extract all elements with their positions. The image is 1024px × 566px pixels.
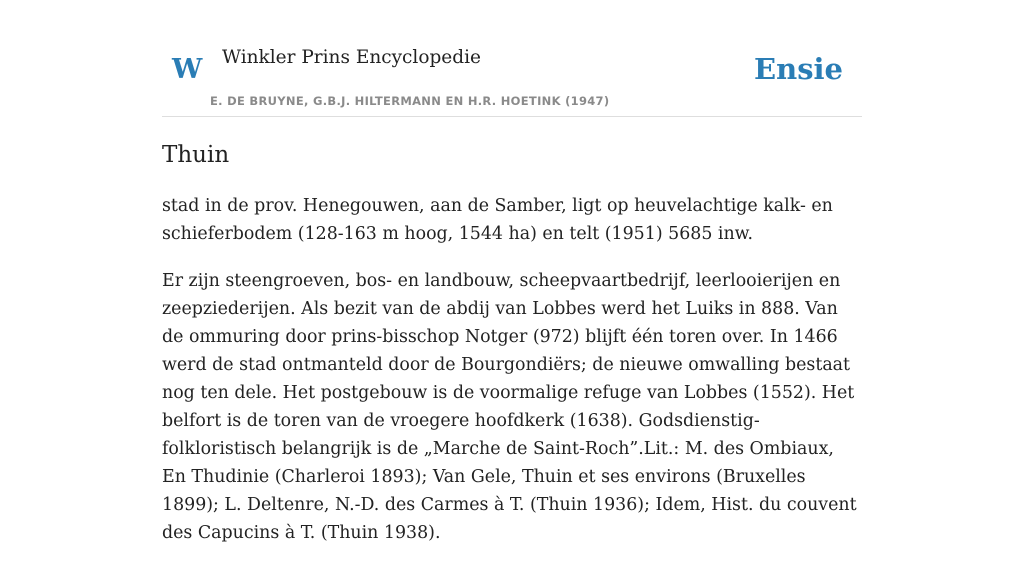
article-paragraph: stad in de prov. Henegouwen, aan de Samber, ligt op heuvelachtige kalk- en schieferbodem (128-163 m hoog, 1544 ha) en telt (1951) 5685 inw. (162, 196, 833, 244)
site-title[interactable]: Winkler Prins Encyclopedie (222, 47, 481, 68)
logo-w-icon[interactable]: W (172, 54, 203, 85)
article-paragraph: Er zijn steengroeven, bos- en landbouw, scheepvaartbedrijf, leerlooierijen en zeepziederijen. Als bezit van de abdij van Lobbes werd het Luiks in 888. Van de ommuring door prins-bisschop Notger (972) blijft één toren over. In 1466 werd de stad ontmanteld door de Bourgondiërs; de nieuwe omwalling bestaat nog ten dele. Het postgebouw is de voormalige refuge van Lobbes (1552). Het belfort is de toren van de vroegere hoofdkerk (1638). Godsdienstig-folkloristisch belangrijk is de „Marche de Saint-Roch”.Lit.: M. des Ombiaux, En Thudinie (Charleroi 1893); Van Gele, Thuin et ses environs (Bruxelles 1899); L. Deltenre, N.-D. des Carmes à T. (Thuin 1936); Idem, Hist. du couvent des Capucins à T. (Thuin 1938). (162, 271, 857, 543)
ensie-logo[interactable]: Ensie (754, 52, 843, 86)
site-header (162, 0, 862, 117)
page (162, 0, 862, 543)
article-title: Thuin (162, 142, 230, 168)
article-body (162, 192, 862, 566)
site-authors: E. DE BRUYNE, G.B.J. HILTERMANN EN H.R. HOETINK (1947) (210, 94, 610, 108)
